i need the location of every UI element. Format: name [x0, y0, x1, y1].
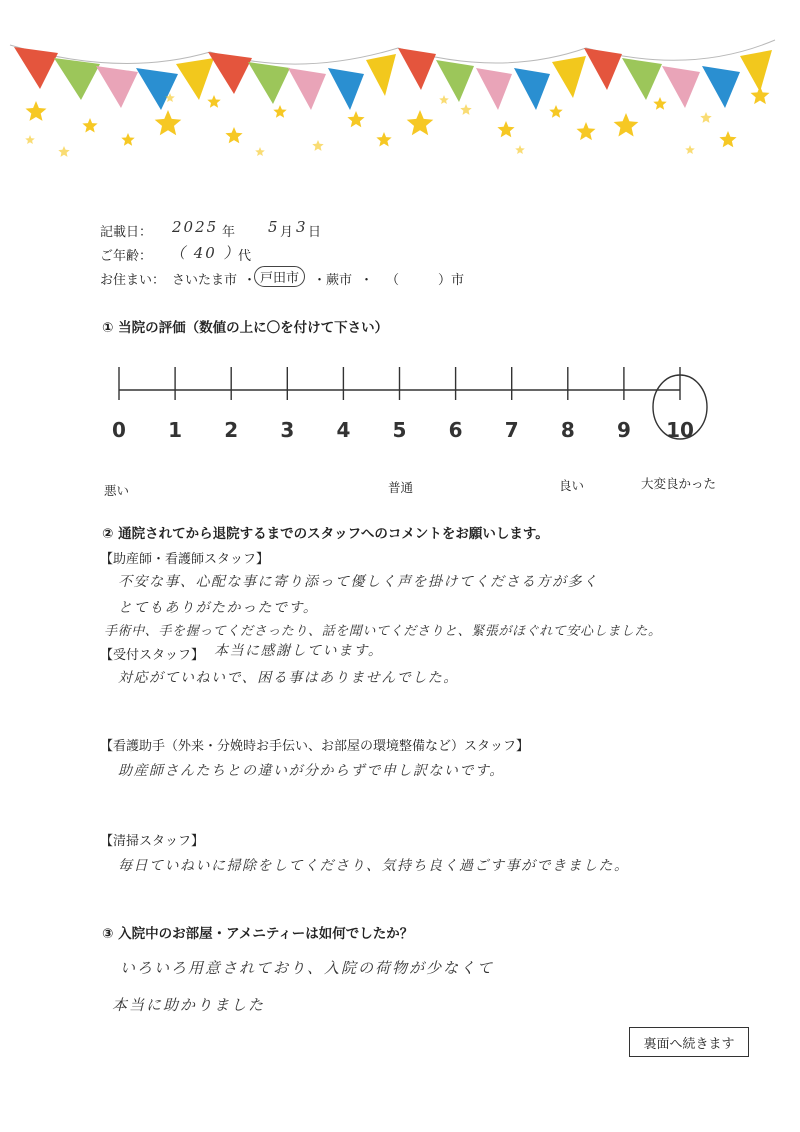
cleaning-staff-heading: 【清掃スタッフ】	[100, 834, 205, 849]
star-icon	[25, 135, 35, 144]
assistant-staff-heading: 【看護助手（外来・分娩時お手伝い、お部屋の環境整備など）スタッフ】	[100, 739, 530, 754]
residence-separator: ・	[313, 273, 327, 288]
residence-label: お住まい：	[100, 273, 166, 288]
section2-title: ② 通院されてから退院するまでのスタッフへのコメントをお願いします。	[102, 526, 549, 542]
bunting-flag	[366, 54, 396, 96]
midwife-comment-line3: 手術中、手を握ってくださったり、話を聞いてくださりと、緊張がほぐれて安心しました。	[104, 624, 662, 639]
date-day-value: 3	[296, 218, 308, 236]
star-icon	[225, 127, 242, 143]
section1-title: ① 当院の評価（数値の上に〇を付けて下さい）	[102, 320, 389, 336]
midwife-comment-line2: とてもありがたかったです。	[118, 600, 319, 616]
star-icon	[751, 86, 770, 104]
star-icon	[82, 118, 97, 133]
bunting-flag	[514, 68, 550, 110]
scale-tick-label-9[interactable]: 9	[616, 418, 631, 442]
star-icon	[312, 140, 323, 151]
star-icon	[719, 131, 736, 147]
residence-circle: 戸田市	[254, 266, 305, 287]
scale-word-very-good: 大変良かった	[641, 476, 717, 491]
star-icon	[407, 110, 434, 135]
star-icon	[549, 105, 562, 118]
scale-word-normal: 普通	[388, 480, 414, 495]
bunting-flag	[328, 68, 364, 110]
midwife-staff-heading: 【助産師・看護師スタッフ】	[100, 552, 270, 567]
bunting-flag	[176, 58, 214, 100]
continue-on-back-note: 裏面へ続きます	[629, 1027, 749, 1057]
bunting-flag	[54, 58, 100, 100]
bunting-flag	[740, 50, 772, 92]
scale-tick-label-10[interactable]: 10	[666, 418, 694, 442]
residence-option-warabi: 蕨市	[326, 273, 353, 288]
bunting-flag	[96, 66, 138, 108]
midwife-comment-line1: 不安な事、心配な事に寄り添って優しく声を掛けてくださる方が多く	[118, 574, 599, 590]
star-icon	[515, 145, 525, 154]
star-decorations	[25, 86, 769, 157]
star-icon	[26, 101, 47, 121]
date-label: 記載日：	[100, 225, 153, 240]
date-month-value: 5	[268, 218, 280, 236]
scale-tick-label-6[interactable]: 6	[448, 418, 463, 442]
star-icon	[614, 113, 639, 137]
star-icon	[255, 147, 265, 156]
scale-word-bad: 悪い	[104, 483, 130, 498]
scale-tick-label-1[interactable]: 1	[168, 418, 183, 442]
reception-staff-heading: 【受付スタッフ】	[100, 648, 205, 663]
residence-option-other: （ ）市	[386, 273, 465, 288]
bunting-flag	[248, 62, 290, 104]
star-icon	[497, 121, 514, 137]
bunting-flag	[552, 56, 586, 98]
residence-separator: ・	[243, 273, 257, 288]
bunting-flag	[476, 68, 512, 110]
star-icon	[155, 110, 182, 135]
star-icon	[347, 111, 364, 127]
scale-tick-label-2[interactable]: 2	[224, 418, 239, 442]
reception-comment-line2: 対応がていねいで、困る事はありませんでした。	[118, 670, 459, 686]
cleaning-comment-line1: 毎日ていねいに掃除をしてくださり、気持ち良く過ごす事ができました。	[118, 858, 630, 874]
scale-word-good: 良い	[559, 478, 585, 493]
star-icon	[653, 97, 666, 110]
star-icon	[273, 105, 286, 118]
amenity-comment-line2: 本当に助かりました	[112, 996, 266, 1014]
scale-ticks	[112, 367, 694, 442]
residence-option-saitama: さいたま市	[172, 273, 238, 288]
scale-tick-label-4[interactable]: 4	[336, 418, 351, 442]
bunting-banner	[0, 0, 800, 180]
star-icon	[460, 104, 471, 115]
star-icon	[439, 95, 449, 104]
bunting-flag	[136, 68, 178, 110]
scale-tick-label-8[interactable]: 8	[560, 418, 575, 442]
amenity-comment-line1: いろいろ用意されており、入院の荷物が少なくて	[120, 959, 495, 977]
bunting-flag	[584, 48, 622, 90]
age-unit: 代	[238, 249, 252, 264]
bunting-flag	[14, 47, 58, 89]
bunting-flag	[398, 48, 436, 90]
bunting-flag	[288, 68, 326, 110]
star-icon	[685, 145, 695, 154]
bunting-flag	[436, 60, 474, 102]
bunting-flag	[208, 52, 252, 94]
residence-option-toda-selected	[254, 266, 305, 287]
assistant-comment-line1: 助産師さんたちとの違いが分からずで申し訳ないです。	[118, 763, 505, 779]
age-label: ご年齢：	[100, 249, 153, 264]
scale-tick-label-3[interactable]: 3	[280, 418, 295, 442]
star-icon	[577, 122, 596, 140]
date-month-unit: 月	[280, 225, 294, 240]
date-year-unit: 年	[222, 225, 236, 240]
date-day-unit: 日	[308, 225, 322, 240]
star-icon	[207, 95, 220, 108]
star-icon	[58, 146, 69, 157]
section3-title: ③ 入院中のお部屋・アメニティーは如何でしたか？	[102, 926, 414, 942]
bunting-flag	[622, 58, 662, 100]
scale-tick-label-0[interactable]: 0	[112, 418, 126, 442]
age-value: （ 40 ）	[170, 244, 241, 262]
star-icon	[376, 132, 391, 147]
residence-separator: ・	[360, 273, 374, 288]
rating-scale	[100, 355, 730, 455]
date-year-value: 2025	[172, 218, 219, 236]
reception-comment-line1: 本当に感謝しています。	[214, 643, 384, 659]
scale-tick-label-5[interactable]: 5	[392, 418, 407, 442]
scale-tick-label-7[interactable]: 7	[504, 418, 519, 442]
bunting-flag	[702, 66, 740, 108]
star-icon	[121, 133, 134, 146]
bunting-flag	[662, 66, 700, 108]
star-icon	[700, 112, 711, 123]
